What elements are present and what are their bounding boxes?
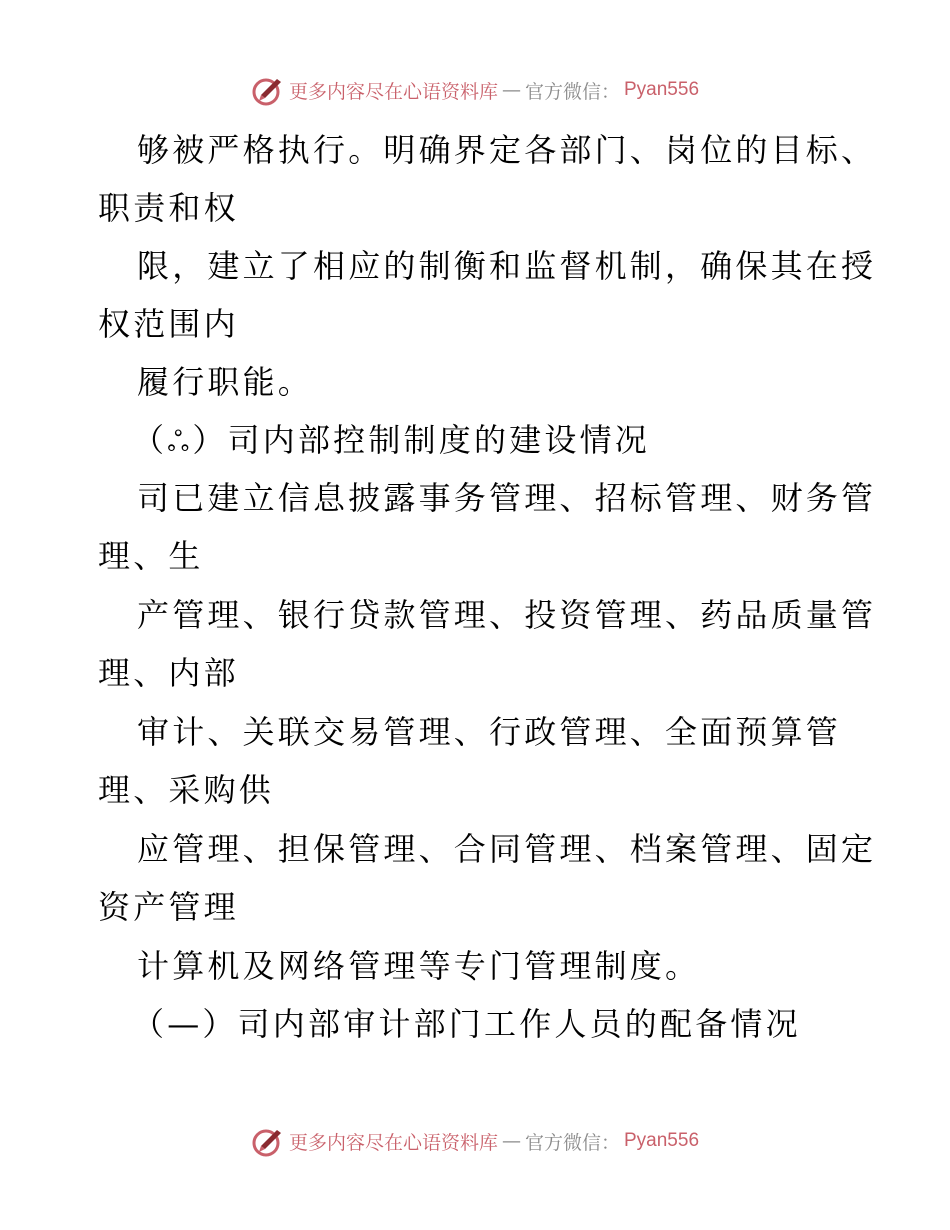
body-line-10: 理、内部 [98,654,239,692]
body-line-15: 计算机及网络管理等专门管理制度。 [137,947,701,985]
brush-pen-logo-icon [251,1124,285,1158]
watermark-wechat-id: Pyan556 [624,1130,700,1151]
body-line-8: 理、生 [98,537,204,575]
heading-1-text: 司内部控制制度的建设情况 [227,421,650,459]
body-line-2: 职责和权 [98,189,239,227]
heading-1-open-paren: （ [132,421,168,459]
watermark-wechat-id: Pyan556 [624,79,700,100]
body-line-13: 应管理、担保管理、合同管理、档案管理、固定 [137,830,877,868]
watermark-separator: — [501,79,521,101]
body-line-14: 资产管理 [98,888,239,926]
watermark-header [0,70,950,110]
body-line-5: 履行职能。 [137,363,314,401]
heading-2-close-paren: ） [202,1005,238,1043]
watermark-brand-text: 更多内容尽在心语资料库 [288,80,498,103]
watermark-suffix-text: 官方微信： [524,80,620,103]
watermark-separator: — [501,1130,521,1152]
body-line-7: 司已建立信息披露事务管理、招标管理、财务管 [137,479,877,517]
body-line-9: 产管理、银行贷款管理、投资管理、药品质量管 [137,596,877,634]
body-line-4: 权范围内 [98,305,239,343]
brush-pen-logo-icon [251,73,285,107]
heading-2-text: 司内部审计部门工作人员的配备情况 [237,1005,801,1043]
body-line-12: 理、采购供 [98,771,275,809]
watermark-footer [0,1121,950,1161]
heading-1-close-paren: ） [192,421,228,459]
heading-2-open-paren: （ [132,1005,168,1043]
heading-1-glyph: ஃ [167,425,193,458]
heading-2-glyph: — [167,1005,203,1043]
watermark-brand-text: 更多内容尽在心语资料库 [288,1131,498,1154]
body-line-1: 够被严格执行。明确界定各部门、岗位的目标、 [137,131,877,169]
body-line-3: 限，建立了相应的制衡和监督机制，确保其在授 [137,247,877,285]
watermark-suffix-text: 官方微信： [524,1131,620,1154]
section-heading-1 [132,420,650,462]
body-line-11: 审计、关联交易管理、行政管理、全面预算管 [137,713,842,751]
section-heading-2 [132,1004,801,1044]
